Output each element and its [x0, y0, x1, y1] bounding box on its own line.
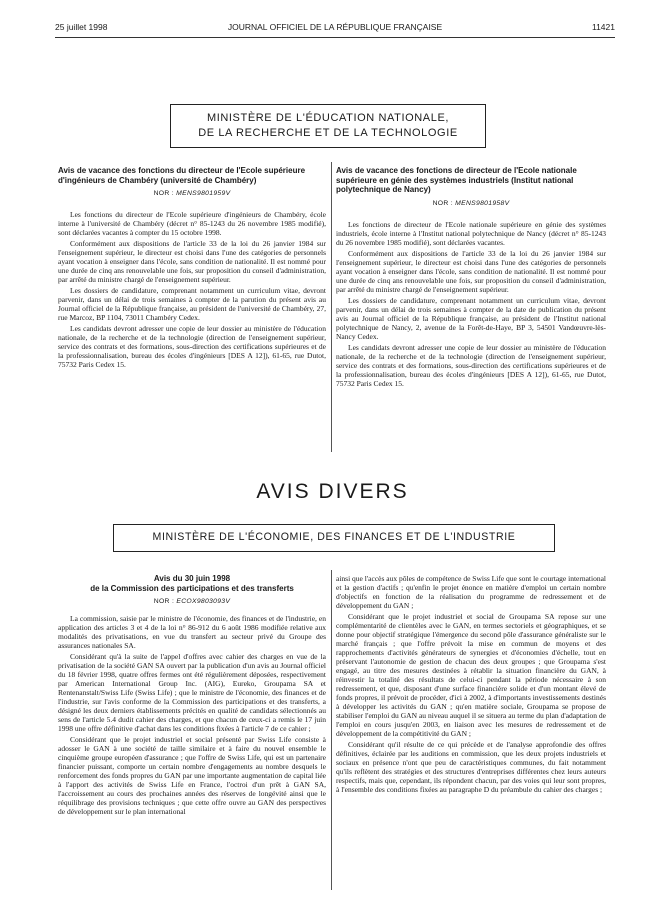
paragraph: Considérant qu'il résulte de ce qui précède et de l'analyse approfondie des offres définitives, éclairée par les auditions en commission, que les deux projets industriels et sociaux en présence n'ont que peu de caractéristiques communes, du fait notamment qu'ils reflètent des stratégies et des structures d'entreprises différentes chez leurs auteurs respectifs, mais que, cependant, ils répondent chacun, par des voies qui leur sont propres, à l'ensemble des conditions fixées au paragraphe D du préambule du cahier des charges ; [336, 740, 606, 794]
journal-title: JOURNAL OFFICIEL DE LA RÉPUBLIQUE FRANÇAISE [227, 22, 443, 32]
paragraph: Les dossiers de candidature, comprenant notamment un curriculum vitae, devront parvenir, dans un délai de trois semaines à compter de la date de publication du présent avis au Journal officiel de la République française, au président de l'Institut national polytechnique de Nancy, 2, avenue de la Forêt-de-Haye, BP 3, 54501 Vandœuvre-lès-Nancy Cedex. [336, 295, 606, 341]
nor-reference [58, 189, 326, 198]
column-divider [331, 570, 332, 890]
section-title: AVIS DIVERS [256, 480, 409, 503]
ministry-line-1: MINISTÈRE DE L'ÉCONOMIE, DES FINANCES ET DE L'INDUSTRIE [152, 531, 516, 543]
avis-commission-right [336, 574, 606, 796]
paragraph: Les candidats devront adresser une copie de leur dossier au ministère de l'éducation nationale, de la recherche et de la technologie (direction de l'enseignement supérieur, service des contrats et des formations, sous-direction des certifications supérieures et de la professionnalisation, bureau des écoles d'ingénieurs [DES A 12]), 61-65, rue Dutot, 75732 Paris Cedex 15. [336, 342, 606, 388]
paragraph: Conformément aux dispositions de l'article 33 de la loi du 26 janvier 1984 sur l'enseignement supérieur, le directeur est choisi dans l'une des catégories de personnels ayant vocation à enseigner dans l'école, sans condition de nationalité. Il est nommé pour une durée de cinq ans renouvelable une fois, sur proposition du conseil d'administration, par arrêté du ministre chargé de l'enseignement supérieur. [58, 239, 326, 284]
paragraph: ainsi que l'accès aux pôles de compétence de Swiss Life que sont le courtage international et la gestion d'actifs ; qu'enfin le projet énonce en matière d'emploi un certain nombre d'objectifs en fonction de la réalisation du programme de redressement et de développement du GAN ; [336, 574, 607, 610]
running-header [55, 22, 615, 36]
paragraph: Considérant que le projet industriel et social de Groupama SA repose sur une complémentarité de clientèles avec le GAN, en termes sectoriels et géographiques, et se donne pour objectif stratégique l'émergence du second pôle d'assurance généraliste sur le marché français ; que l'offre prévoit la mise en commun de moyens et des rapprochements d'activités générateurs de synergies et d'économies d'échelle, tout en préservant l'autonomie de gestion de chacun des deux groupes ; que Groupama s'est engagé, au titre des mesures destinées à rétablir la situation financière du GAN, à réinvestir la totalité des résultats de celui-ci pendant la période nécessaire à son redressement, et que, disposant d'une surface financière solide et d'un montant élevé de fonds propres, il prévoit de procéder, d'ici à 2002, à d'importants investissements destinés à développer les activités du GAN ; qu'en matière sociale, Groupama se propose de stabiliser l'emploi du GAN au niveau auquel il se situera au terme du plan d'adaptation de l'emploi en cours jusqu'en 2003, en liaison avec les mesures de redressement et de développement de la compétitivité du GAN ; [336, 612, 606, 738]
paragraph: Les fonctions de directeur de l'Ecole nationale supérieure en génie des systèmes industriels, école interne à l'Institut national polytechnique de Nancy (décret n° 85-1243 du 26 novembre 1985 modifié), sont déclarées vacantes. [336, 219, 606, 247]
paragraph: La commission, saisie par le ministre de l'économie, des finances et de l'industrie, en application des articles 3 et 4 de la loi n° 86-912 du 6 août 1986 modifiée relative aux modalités des privatisations, en vue du transfert au secteur privé du Groupe des assurances nationales SA. [58, 614, 326, 650]
avis-commission-left [58, 574, 326, 818]
nor-code: MENS9801959V [176, 190, 231, 197]
paragraph: Les fonctions du directeur de l'Ecole supérieure d'ingénieurs de Chambéry, école interne à l'université de Chambéry (décret n° 85-1243 du 26 novembre 1985 modifié), sont déclarées vacantes à compter du 15 octobre 1998. [58, 210, 326, 237]
page-number: 11421 [591, 22, 615, 32]
nor-label: NOR : [432, 199, 453, 207]
nor-label: NOR : [153, 598, 175, 605]
ministry-heading-economy [113, 524, 555, 552]
column-divider [331, 162, 332, 452]
ministry-line-1: MINISTÈRE DE L'ÉDUCATION NATIONALE, [206, 112, 450, 124]
paragraph: Conformément aux dispositions de l'article 33 de la loi du 26 janvier 1984 sur l'enseignement supérieur, le directeur est choisi dans l'une des catégories de personnels ayant vocation à enseigner dans l'école, sans condition de nationalité. Il est nommé pour une durée de cinq ans renouvelable une fois, sur proposition du conseil d'administration, par arrêté du ministre chargé de l'enseignement supérieur. [336, 248, 606, 294]
avis-title: Avis de vacance des fonctions de directeur de l'Ecole nationale supérieure en génie des systèmes industriels (Institut national polytechnique de Nancy) [336, 166, 577, 194]
avis-title: Avis de vacance des fonctions du directeur de l'Ecole supérieure d'ingénieurs de Chambéry (université de Chambéry) [58, 166, 306, 185]
avis-chambery [58, 166, 326, 371]
nor-code: ECOX9803093V [176, 598, 231, 605]
avis-title [58, 574, 326, 593]
ministry-heading-education [170, 104, 486, 148]
header-rule [55, 37, 615, 38]
avis-title-line-1: Avis du 30 juin 1998 [153, 574, 231, 583]
ministry-line-2: DE LA RECHERCHE ET DE LA TECHNOLOGIE [198, 127, 458, 139]
paragraph: Considérant qu'à la suite de l'appel d'offres avec cahier des charges en vue de la privatisation de la société GAN SA ouvert par la publication d'un avis au Journal officiel du 18 février 1998, quatre offres fermes ont été régulièrement déposées, respectivement par American International Group Inc. (AIG), Eureko, Groupama SA et Rentenanstalt/Swiss Life (Swiss Life) ; que le ministre de l'économie, des finances et de l'industrie, sur l'avis conforme de la Commission des participations et des transferts, a désigné les deux derniers établissements précités en qualité de candidats sélectionnés au sens de l'article 5.4 dudit cahier des charges, et que chacun de ceux-ci a remis le 17 juin 1998 une offre définitive d'achat dans les conditions fixées à l'article 7 de ce cahier ; [58, 652, 326, 733]
header-date: 25 juillet 1998 [55, 22, 108, 32]
nor-reference [336, 199, 606, 208]
nor-reference [58, 597, 326, 606]
nor-code: MENS9801958V [455, 199, 510, 207]
avis-title-line-2: de la Commission des participations et des transferts [90, 583, 294, 593]
paragraph: Considérant que le projet industriel et social présenté par Swiss Life consiste à adosser le GAN à une société de taille similaire et à faire du nouvel ensemble le cinquième groupe européen d'assurance ; que l'offre de Swiss Life, qui est un partenaire financier puissant, comporte un certain nombre d'engagements au nombre desquels le renforcement des fonds propres du GAN par une importante augmentation de capital liée à l'apport des activités de Swiss Life en France, l'octroi d'un prêt à GAN SA, l'accroissement au cours des prochaines années des réserves de longévité ainsi que le réquilibrage des provisions techniques ; que cette offre ouvre au GAN des perspectives de développement sur le plan international [58, 735, 326, 816]
paragraph: Les dossiers de candidature, comprenant notamment un curriculum vitae, devront parvenir, dans un délai de trois semaines à compter de la parution du présent avis au Journal officiel de la République française, au président de l'université de Chambéry, 27, rue Marcoz, BP 1104, 73011 Chambéry Cedex. [58, 286, 326, 322]
avis-nancy [336, 166, 606, 390]
nor-label: NOR : [153, 190, 174, 197]
paragraph: Les candidats devront adresser une copie de leur dossier au ministère de l'éducation nationale, de la recherche et de la technologie (direction de l'enseignement supérieur, service des contrats et des formations, sous-direction des certifications supérieures et de la professionnalisation, bureau des écoles d'ingénieurs [DES A 12]), 61-65, rue Dutot, 75732 Paris Cedex 15. [58, 324, 326, 369]
